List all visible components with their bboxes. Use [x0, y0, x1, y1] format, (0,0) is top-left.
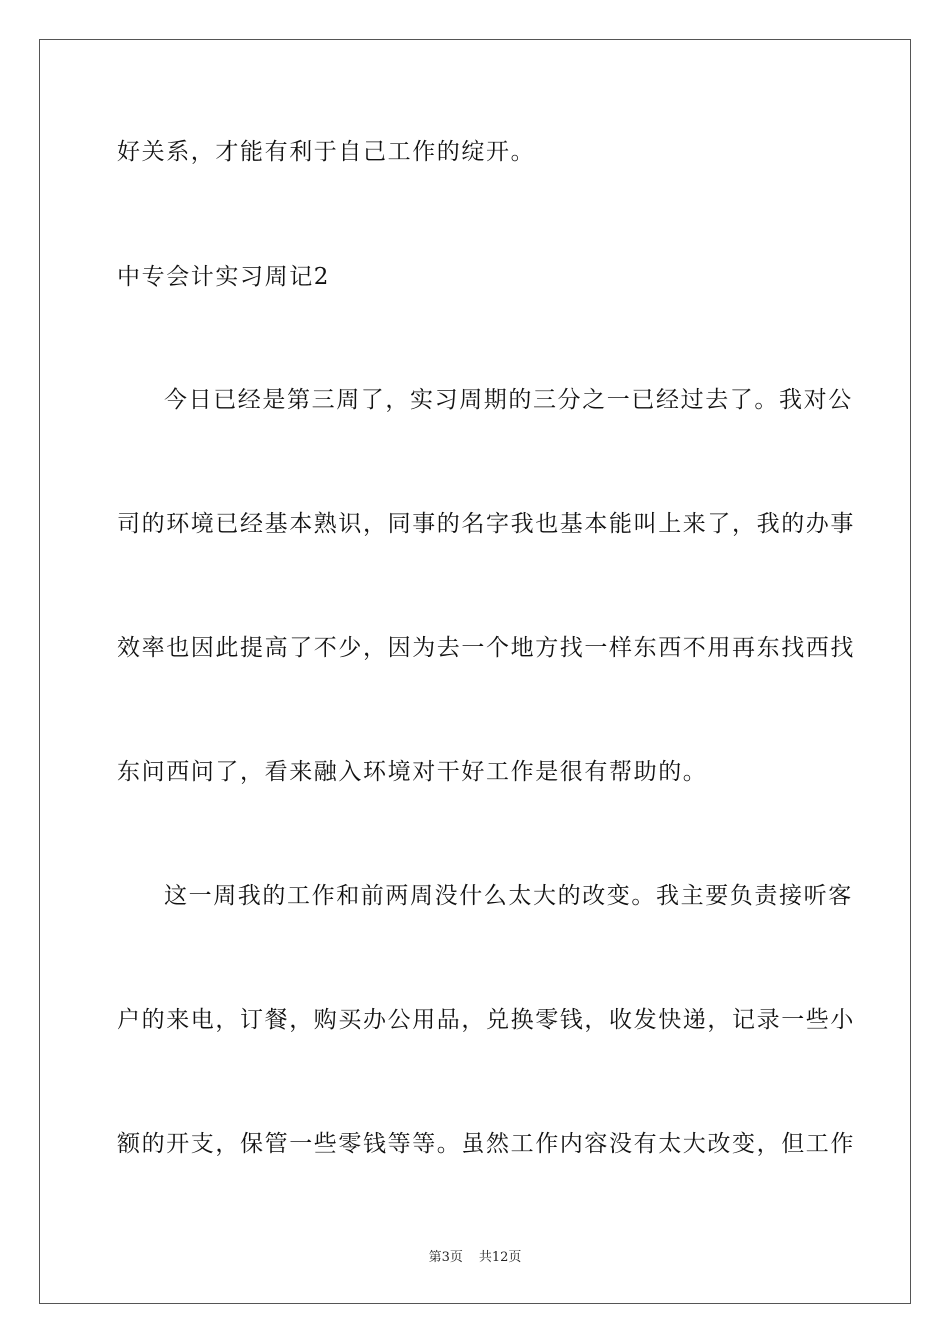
text-line-1: 好关系，才能有利于自己工作的绽开。	[117, 139, 536, 165]
text-line-6: 东问西问了，看来融入环境对干好工作是很有帮助的。	[117, 759, 708, 785]
section-heading: 中专会计实习周记2	[117, 264, 331, 290]
page-total: 共12页	[478, 1250, 522, 1265]
text-line-3: 今日已经是第三周了，实习周期的三分之一已经过去了。我对公	[164, 387, 853, 413]
text-line-8: 户的来电，订餐，购买办公用品，兑换零钱，收发快递，记录一些小	[117, 1007, 855, 1033]
text-line-5: 效率也因此提高了不少，因为去一个地方找一样东西不用再东找西找	[117, 635, 855, 661]
page-footer	[0, 1249, 950, 1267]
page-border	[39, 39, 911, 1304]
page-number: 第3页	[428, 1250, 463, 1265]
text-line-4: 司的环境已经基本熟识，同事的名字我也基本能叫上来了，我的办事	[117, 511, 855, 537]
text-line-9: 额的开支，保管一些零钱等等。虽然工作内容没有太大改变，但工作	[117, 1131, 855, 1157]
text-line-7: 这一周我的工作和前两周没什么太大的改变。我主要负责接听客	[164, 883, 853, 909]
